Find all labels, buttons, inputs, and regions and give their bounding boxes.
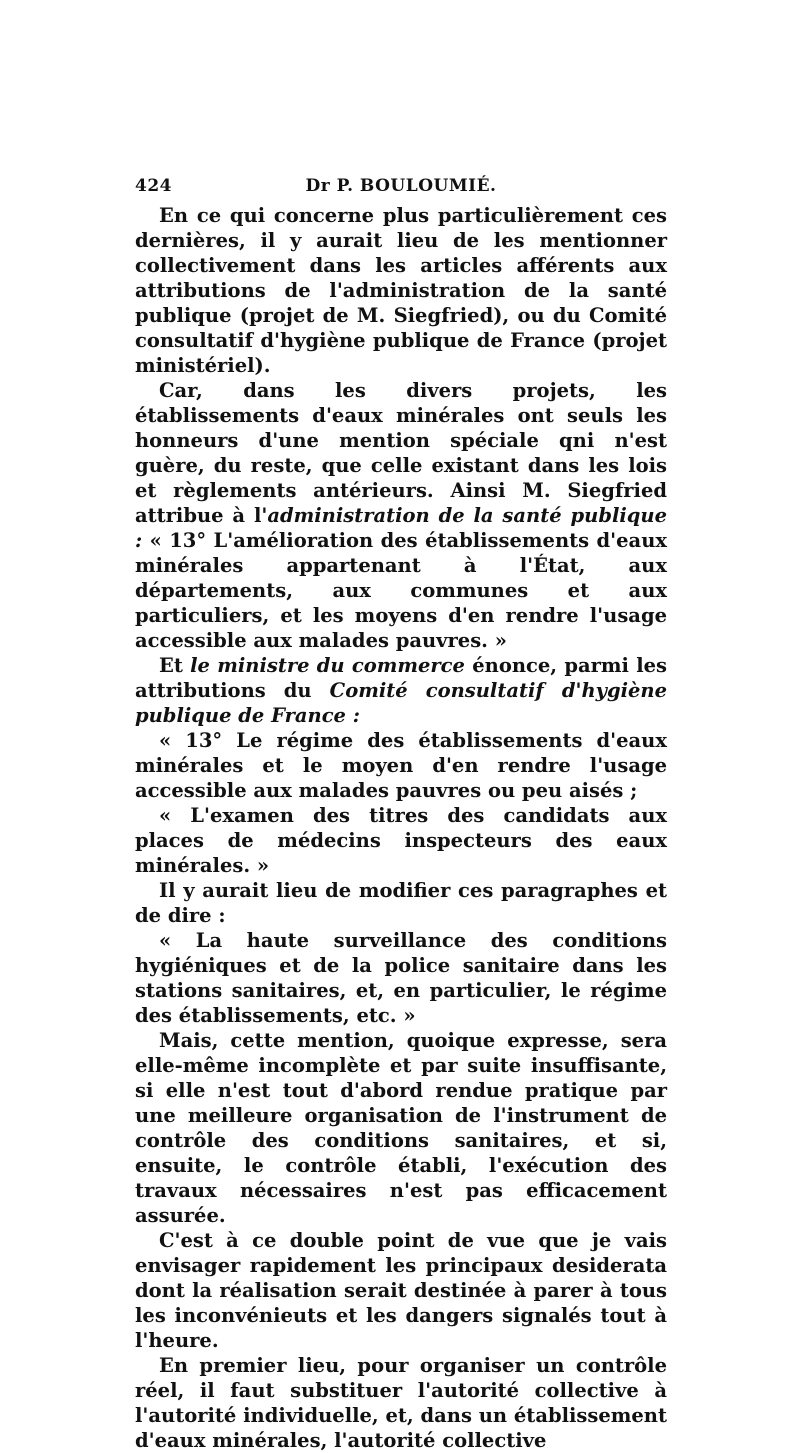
text-run: « 13° Le régime des établissements d'eaux minérales et le moyen d'en rendre l'usage accessible aux malades pauvres ou peu aisés ;	[135, 729, 667, 802]
italic-text-run: administration de la santé publique :	[135, 504, 667, 552]
text-run: énonce, parmi les attributions du	[135, 654, 667, 702]
text-run: Et	[159, 654, 191, 677]
paragraph	[135, 378, 667, 653]
paragraph	[135, 1353, 667, 1453]
text-run: « La haute surveillance des conditions hygiéniques et de la police sanitaire dans les stations sanitaires, et, en particulier, le régime des établissements, etc. »	[135, 929, 667, 1027]
text-run: En ce qui concerne plus particulièrement ces dernières, il y aurait lieu de les mentionner collectivement dans les articles afférents aux attributions de l'administration de la santé publique (projet de M. Siegfried), ou du Comité consultatif d'hygiène publique de France (projet ministériel).	[135, 204, 667, 377]
running-title: Dr P. BOULOUMIÉ.	[305, 176, 497, 196]
text-run: Il y aurait lieu de modifier ces paragraphes et de dire :	[135, 879, 667, 927]
italic-text-run: le ministre du commerce	[190, 654, 465, 677]
page-header	[135, 176, 667, 200]
page-number: 424	[135, 176, 172, 196]
paragraph	[135, 1228, 667, 1353]
text-run: Mais, cette mention, quoique expresse, sera elle-même incomplète et par suite insuffisante, si elle n'est tout d'abord rendue pratique par une meilleure organisation de l'instrument de contrôle des conditions sanitaires, et si, ensuite, le contrôle établi, l'exécution des travaux nécessaires n'est pas efficacement assurée.	[135, 1029, 667, 1227]
paragraph	[135, 653, 667, 728]
italic-text-run: Comité consultatif d'hygiène publique de France :	[135, 679, 667, 727]
text-run: « 13° L'amélioration des établissements d'eaux minérales appartenant à l'État, aux départements, aux communes et aux particuliers, et les moyens d'en rendre l'usage accessible aux malades pauvres. »	[135, 529, 667, 652]
text-run: C'est à ce double point de vue que je vais envisager rapidement les principaux desiderata dont la réalisation serait destinée à parer à tous les inconvénieuts et les dangers signalés tout à l'heure.	[135, 1229, 667, 1352]
paragraph	[135, 1028, 667, 1228]
paragraph	[135, 878, 667, 928]
body-text	[135, 203, 667, 1453]
text-run: En premier lieu, pour organiser un contrôle réel, il faut substituer l'autorité collective à l'autorité individuelle, et, dans un établissement d'eaux minérales, l'autorité collective	[135, 1354, 667, 1452]
text-run: « L'examen des titres des candidats aux places de médecins inspecteurs des eaux minérales. »	[135, 804, 667, 877]
paragraph	[135, 203, 667, 378]
text-run: Car, dans les divers projets, les établissements d'eaux minérales ont seuls les honneurs d'une mention spéciale qni n'est guère, du reste, que celle existant dans les lois et règlements antérieurs. Ainsi M. Siegfried attribue à l'	[135, 379, 667, 527]
paragraph	[135, 728, 667, 803]
paragraph	[135, 928, 667, 1028]
paragraph	[135, 803, 667, 878]
